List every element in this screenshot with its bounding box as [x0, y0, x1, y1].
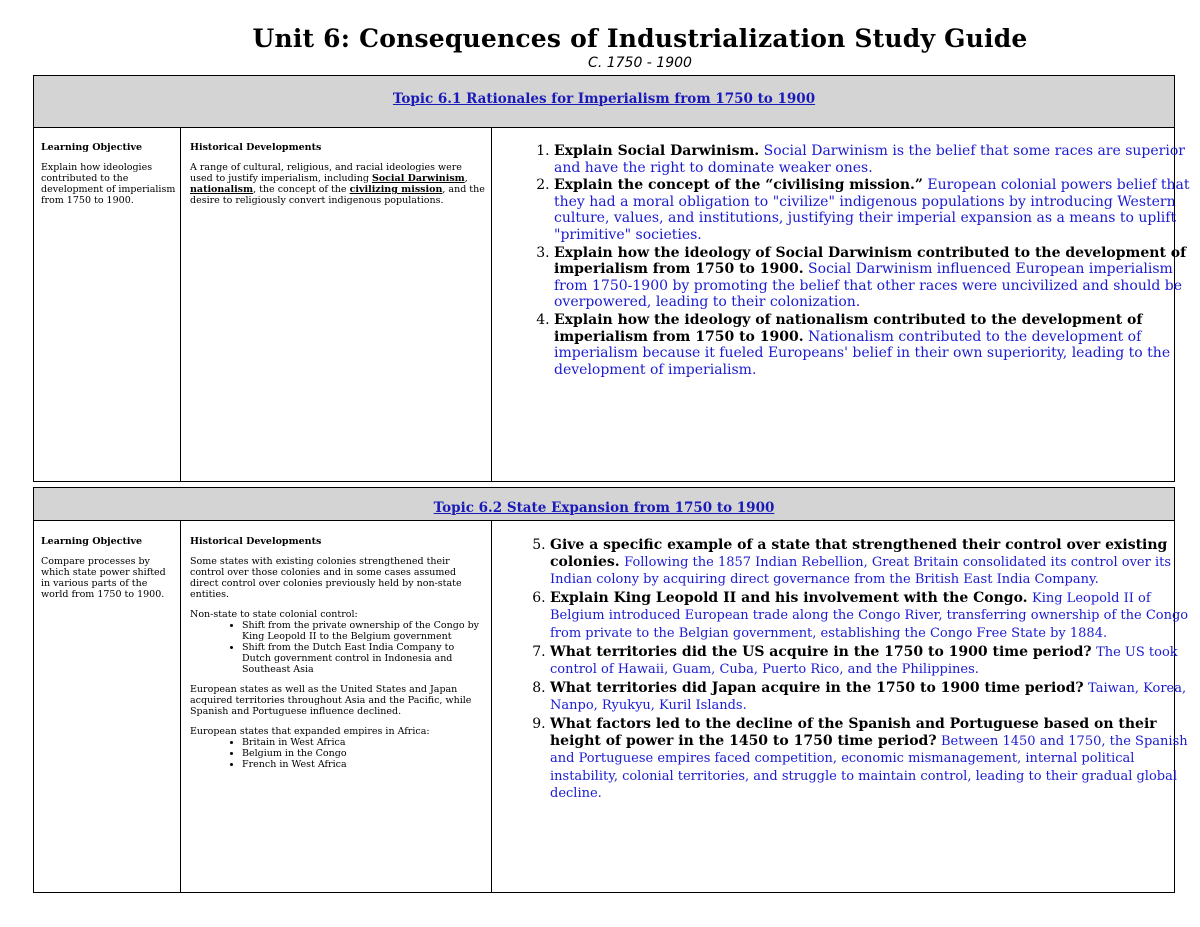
- hd-paragraph: Some states with existing colonies strengthened their control over those colonies and in some cases assumed direct control over colonies previously held by non-state entities.: [190, 556, 462, 600]
- topic2-questions: [518, 537, 1198, 804]
- page-title: Unit 6: Consequences of Industrialization Study Guide: [252, 24, 1028, 53]
- lo-heading: Learning Objective: [41, 142, 143, 153]
- hd-text: A range of cultural, religious, and racial ideologies were used to justify imperialism, including Social Darwinism, nationalism, the concept of the civilizing mission, and the desire to religiously convert indigenous populations.: [190, 162, 485, 206]
- topic1-questions: [524, 143, 1194, 379]
- list-item: 3. Explain how the ideology of Social Darwinism contributed to the development of imperialism from 1750 to 1900. Social Darwinism influenced European imperialism from 1750-1900 by promoting the belief that other races were uncivilized and should be overpowered, leading to their colonization.: [554, 245, 1194, 311]
- term-civilizing-mission: civilizing mission: [349, 184, 443, 195]
- lo-text: Compare processes by which state power shifted in various parts of the world from 1750 to 1900.: [41, 556, 166, 600]
- lo-text: Explain how ideologies contributed to the development of imperialism from 1750 to 1900.: [41, 162, 176, 206]
- list-item: 6. Explain King Leopold II and his involvement with the Congo. King Leopold II of Belgium introduced European trade along the Congo River, transferring ownership of the Congo from private to the Belgian government, establishing the Congo Free State by 1884.: [550, 590, 1198, 643]
- hd-heading: Historical Developments: [190, 142, 322, 153]
- topic2-historical-developments: [190, 536, 486, 779]
- list-item: 2. Explain the concept of the “civilising mission.” European colonial powers belief that they had a moral obligation to "civilize" indigenous populations by introducing Western culture, values, and institutions, justifying their imperial expansion as a means to uplift "primitive" societies.: [554, 177, 1194, 243]
- topic2-learning-objective: [41, 536, 177, 600]
- list-item: 4. Explain how the ideology of nationalism contributed to the development of imperialism from 1750 to 1900. Nationalism contributed to the development of imperialism because it fueled Europeans' belief in their own superiority, leading to the development of imperialism.: [554, 312, 1194, 378]
- hd-list: [190, 620, 486, 675]
- list-item: • Shift from the private ownership of the Congo by King Leopold II to the Belgium government: [242, 620, 486, 642]
- topic1-historical-developments: [190, 142, 486, 206]
- term-social-darwinism: Social Darwinism: [371, 173, 465, 184]
- list-item: • Belgium in the Congo: [242, 748, 486, 759]
- list-item: 5. Give a specific example of a state that strengthened their control over existing colonies. Following the 1857 Indian Rebellion, Great Britain consolidated its control over its Indian colony by acquiring direct governance from the British East India Company.: [550, 537, 1198, 589]
- topic2-header-link[interactable]: Topic 6.2 State Expansion from 1750 to 1900: [433, 500, 775, 516]
- list-item: 1. Explain Social Darwinism. Social Darwinism is the belief that some races are superior and have the right to dominate weaker ones.: [554, 143, 1194, 176]
- topic1-learning-objective: [41, 142, 177, 206]
- topic1-header: [33, 75, 1175, 128]
- hd-heading: Historical Developments: [190, 536, 322, 547]
- list-item: • Shift from the Dutch East India Company to Dutch government control in Indonesia and Southeast Asia: [242, 642, 486, 675]
- hd-paragraph: European states that expanded empires in Africa:: [190, 726, 430, 737]
- list-item: 9. What factors led to the decline of the Spanish and Portuguese based on their height of power in the 1450 to 1750 time period? Between 1450 and 1750, the Spanish and Portuguese empires faced competition, economic mismanagement, internal political instability, colonial territories, and struggle to maintain control, leading to their gradual global decline.: [550, 716, 1198, 803]
- hd-paragraph: European states as well as the United States and Japan acquired territories throughout Asia and the Pacific, while Spanish and Portuguese influence declined.: [190, 684, 472, 717]
- list-item: • French in West Africa: [242, 759, 486, 770]
- page-subtitle: C. 1750 - 1900: [588, 55, 692, 71]
- hd-paragraph: Non-state to state colonial control:: [190, 609, 358, 620]
- list-item: 7. What territories did the US acquire in the 1750 to 1900 time period? The US took control of Hawaii, Guam, Cuba, Puerto Rico, and the Philippines.: [550, 644, 1198, 679]
- topic1-header-link[interactable]: Topic 6.1 Rationales for Imperialism from 1750 to 1900: [392, 91, 816, 107]
- hd-list: [190, 737, 486, 770]
- term-nationalism: nationalism: [190, 184, 254, 195]
- list-item: • Britain in West Africa: [242, 737, 486, 748]
- lo-heading: Learning Objective: [41, 536, 143, 547]
- list-item: 8. What territories did Japan acquire in the 1750 to 1900 time period? Taiwan, Korea, Nanpo, Ryukyu, Kuril Islands.: [550, 680, 1198, 715]
- topic2-header: [33, 487, 1175, 521]
